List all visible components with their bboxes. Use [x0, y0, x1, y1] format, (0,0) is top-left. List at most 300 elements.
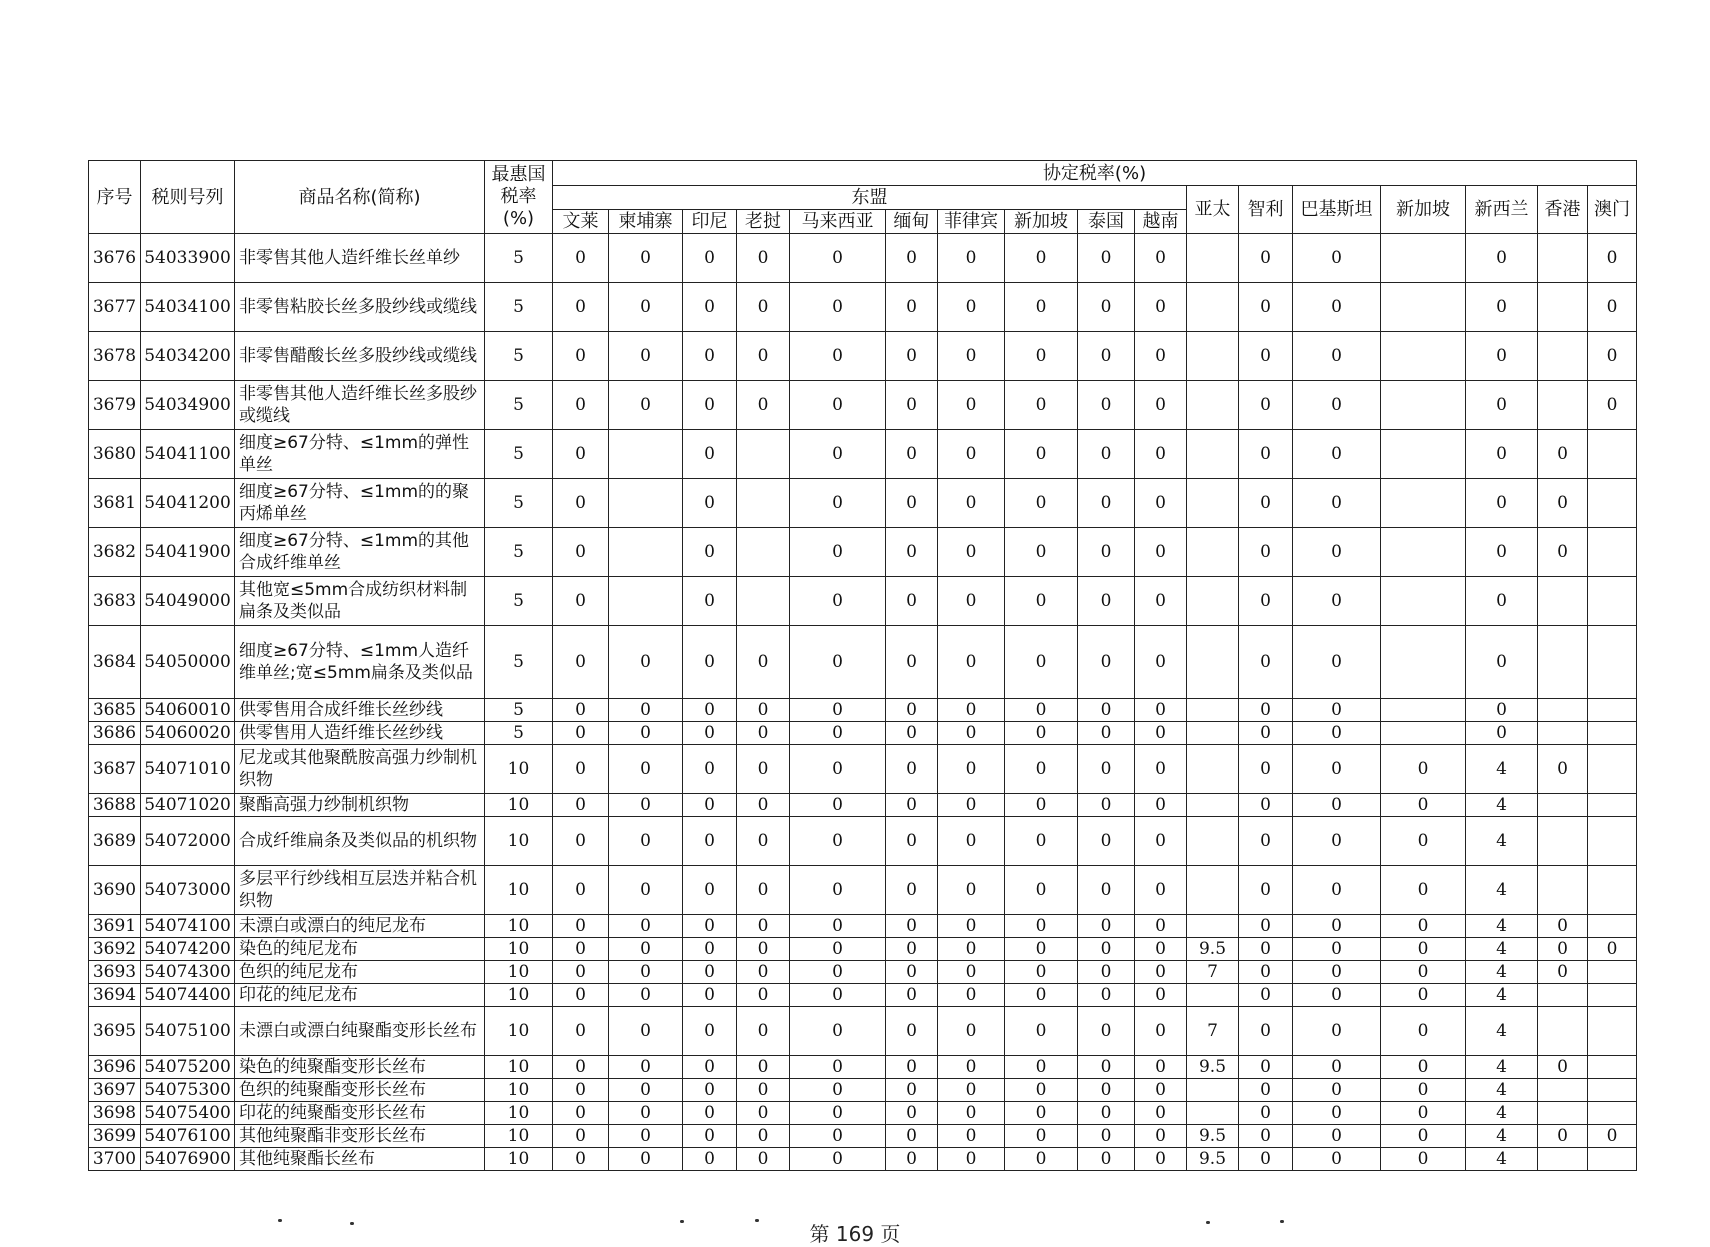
cell-asean-rate: 0 [886, 984, 938, 1007]
cell-asean-rate: 0 [1078, 866, 1135, 915]
cell-agreement-rate: 4 [1466, 817, 1538, 866]
cell-agreement-rate: 4 [1466, 1125, 1538, 1148]
cell-name: 细度≥67分特、≤1mm的其他合成纤维单丝 [235, 528, 485, 577]
cell-asean-rate: 0 [683, 626, 737, 699]
cell-asean-rate: 0 [938, 430, 1005, 479]
cell-agreement-rate: 0 [1588, 938, 1637, 961]
cell-asean-rate: 0 [886, 1125, 938, 1148]
cell-asean-rate: 0 [737, 817, 790, 866]
cell-agreement-rate: 0 [1466, 234, 1538, 283]
cell-asean-rate: 0 [553, 699, 609, 722]
cell-asean-rate: 0 [1078, 626, 1135, 699]
cell-asean-rate: 0 [1135, 626, 1187, 699]
cell-name: 非零售粘胶长丝多股纱线或缆线 [235, 283, 485, 332]
cell-asean-rate: 0 [737, 1056, 790, 1079]
cell-asean-rate: 0 [886, 794, 938, 817]
cell-mfn: 10 [485, 1007, 553, 1056]
cell-asean-rate: 0 [1005, 430, 1078, 479]
cell-asean-rate: 0 [1078, 722, 1135, 745]
table-row [89, 984, 1637, 1007]
cell-agreement-rate: 0 [1466, 699, 1538, 722]
cell-agreement-rate [1381, 381, 1466, 430]
cell-agreement-rate: 0 [1588, 332, 1637, 381]
cell-agreement-rate: 0 [1293, 479, 1381, 528]
cell-agreement-rate: 0 [1466, 626, 1538, 699]
cell-asean-rate: 0 [553, 430, 609, 479]
cell-asean-rate [737, 430, 790, 479]
cell-agreement-rate [1538, 577, 1588, 626]
cell-agreement-rate: 0 [1381, 984, 1466, 1007]
cell-asean-rate: 0 [737, 381, 790, 430]
cell-asean-rate: 0 [938, 332, 1005, 381]
cell-agreement-rate [1588, 1079, 1637, 1102]
cell-asean-rate: 0 [683, 234, 737, 283]
tariff-table [88, 160, 1637, 1171]
cell-asean-rate: 0 [683, 381, 737, 430]
cell-name: 细度≥67分特、≤1mm的弹性单丝 [235, 430, 485, 479]
cell-asean-rate: 0 [886, 1102, 938, 1125]
header-asean-9: 越南 [1135, 210, 1187, 234]
cell-agreement-rate [1381, 234, 1466, 283]
cell-agreement-rate: 0 [1239, 528, 1293, 577]
cell-asean-rate: 0 [737, 794, 790, 817]
cell-asean-rate: 0 [683, 1056, 737, 1079]
cell-agreement-rate: 0 [1293, 1007, 1381, 1056]
cell-agreement-rate [1187, 479, 1239, 528]
cell-asean-rate: 0 [1005, 381, 1078, 430]
cell-mfn: 5 [485, 381, 553, 430]
cell-asean-rate: 0 [683, 1079, 737, 1102]
cell-asean-rate: 0 [1135, 1102, 1187, 1125]
cell-asean-rate: 0 [683, 794, 737, 817]
cell-agreement-rate [1538, 332, 1588, 381]
cell-asean-rate: 0 [609, 332, 683, 381]
cell-mfn: 5 [485, 283, 553, 332]
cell-asean-rate: 0 [1135, 1007, 1187, 1056]
cell-agreement-rate: 7 [1187, 1007, 1239, 1056]
cell-agreement-rate: 4 [1466, 984, 1538, 1007]
cell-seq: 3690 [89, 866, 141, 915]
cell-agreement-rate [1187, 283, 1239, 332]
cell-agreement-rate: 0 [1293, 699, 1381, 722]
cell-agreement-rate: 0 [1239, 1056, 1293, 1079]
cell-agreement-rate [1538, 1079, 1588, 1102]
cell-code: 54050000 [141, 626, 235, 699]
cell-asean-rate: 0 [1005, 1125, 1078, 1148]
cell-code: 54060020 [141, 722, 235, 745]
table-row [89, 332, 1637, 381]
cell-seq: 3679 [89, 381, 141, 430]
cell-seq: 3699 [89, 1125, 141, 1148]
cell-asean-rate: 0 [683, 866, 737, 915]
cell-name: 非零售其他人造纤维长丝多股纱或缆线 [235, 381, 485, 430]
cell-agreement-rate: 0 [1381, 1056, 1466, 1079]
cell-agreement-rate: 0 [1538, 745, 1588, 794]
cell-agreement-rate [1538, 699, 1588, 722]
cell-asean-rate: 0 [886, 234, 938, 283]
cell-agreement-rate [1588, 430, 1637, 479]
cell-agreement-rate: 0 [1381, 794, 1466, 817]
cell-asean-rate: 0 [1135, 866, 1187, 915]
table-row [89, 817, 1637, 866]
cell-agreement-rate: 0 [1538, 1056, 1588, 1079]
cell-agreement-rate [1588, 699, 1637, 722]
cell-asean-rate: 0 [683, 699, 737, 722]
table-row [89, 626, 1637, 699]
cell-asean-rate: 0 [938, 699, 1005, 722]
cell-agreement-rate: 9.5 [1187, 1056, 1239, 1079]
table-row [89, 430, 1637, 479]
table-row [89, 745, 1637, 794]
cell-asean-rate: 0 [1078, 915, 1135, 938]
cell-agreement-rate: 0 [1293, 1079, 1381, 1102]
cell-asean-rate: 0 [609, 1102, 683, 1125]
cell-agreement-rate [1538, 1007, 1588, 1056]
cell-agreement-rate: 4 [1466, 915, 1538, 938]
cell-asean-rate: 0 [683, 722, 737, 745]
cell-mfn: 10 [485, 1079, 553, 1102]
cell-asean-rate: 0 [1078, 528, 1135, 577]
cell-name: 其他纯聚酯非变形长丝布 [235, 1125, 485, 1148]
cell-asean-rate: 0 [553, 332, 609, 381]
cell-asean-rate: 0 [737, 626, 790, 699]
cell-asean-rate: 0 [886, 479, 938, 528]
header-name: 商品名称(简称) [235, 161, 485, 234]
cell-agreement-rate: 0 [1239, 430, 1293, 479]
cell-asean-rate: 0 [886, 866, 938, 915]
cell-agreement-rate: 0 [1466, 528, 1538, 577]
cell-mfn: 5 [485, 722, 553, 745]
cell-asean-rate: 0 [790, 430, 886, 479]
cell-code: 54033900 [141, 234, 235, 283]
cell-asean-rate: 0 [683, 984, 737, 1007]
cell-code: 54075100 [141, 1007, 235, 1056]
cell-asean-rate: 0 [737, 961, 790, 984]
cell-name: 供零售用合成纤维长丝纱线 [235, 699, 485, 722]
tariff-table-container [88, 160, 1631, 1171]
cell-agreement-rate [1187, 234, 1239, 283]
cell-asean-rate: 0 [683, 1125, 737, 1148]
cell-asean-rate: 0 [737, 1102, 790, 1125]
cell-agreement-rate: 0 [1239, 938, 1293, 961]
cell-asean-rate: 0 [790, 961, 886, 984]
cell-mfn: 10 [485, 866, 553, 915]
cell-asean-rate [609, 479, 683, 528]
cell-agreement-rate: 4 [1466, 1056, 1538, 1079]
cell-agreement-rate [1538, 234, 1588, 283]
cell-asean-rate: 0 [683, 961, 737, 984]
cell-agreement-rate [1588, 479, 1637, 528]
cell-agreement-rate [1381, 699, 1466, 722]
cell-asean-rate: 0 [790, 283, 886, 332]
cell-agreement-rate [1588, 1056, 1637, 1079]
cell-agreement-rate: 0 [1293, 430, 1381, 479]
cell-asean-rate: 0 [737, 722, 790, 745]
cell-mfn: 10 [485, 794, 553, 817]
cell-agreement-rate: 4 [1466, 866, 1538, 915]
cell-agreement-rate [1381, 479, 1466, 528]
cell-agreement-rate [1187, 1079, 1239, 1102]
header-other-0: 亚太 [1187, 186, 1239, 234]
cell-asean-rate: 0 [1078, 938, 1135, 961]
cell-agreement-rate: 0 [1538, 938, 1588, 961]
cell-asean-rate: 0 [1135, 984, 1187, 1007]
header-other-3: 新加坡 [1381, 186, 1466, 234]
cell-asean-rate: 0 [683, 577, 737, 626]
cell-asean-rate: 0 [683, 817, 737, 866]
cell-code: 54041100 [141, 430, 235, 479]
cell-code: 54071020 [141, 794, 235, 817]
cell-asean-rate: 0 [1135, 745, 1187, 794]
cell-code: 54071010 [141, 745, 235, 794]
cell-name: 其他宽≤5mm合成纺织材料制扁条及类似品 [235, 577, 485, 626]
header-asean-5: 缅甸 [886, 210, 938, 234]
cell-asean-rate: 0 [790, 626, 886, 699]
cell-asean-rate: 0 [790, 794, 886, 817]
cell-mfn: 5 [485, 234, 553, 283]
cell-asean-rate: 0 [683, 938, 737, 961]
cell-code: 54034200 [141, 332, 235, 381]
cell-agreement-rate: 0 [1239, 984, 1293, 1007]
cell-asean-rate: 0 [609, 381, 683, 430]
cell-asean-rate: 0 [886, 1148, 938, 1171]
table-row [89, 1148, 1637, 1171]
cell-mfn: 5 [485, 577, 553, 626]
cell-asean-rate: 0 [886, 1056, 938, 1079]
cell-asean-rate: 0 [938, 984, 1005, 1007]
cell-asean-rate: 0 [1135, 938, 1187, 961]
cell-asean-rate: 0 [938, 915, 1005, 938]
cell-asean-rate: 0 [737, 283, 790, 332]
cell-seq: 3687 [89, 745, 141, 794]
cell-agreement-rate: 0 [1588, 234, 1637, 283]
cell-name: 非零售其他人造纤维长丝单纱 [235, 234, 485, 283]
cell-asean-rate [609, 528, 683, 577]
cell-agreement-rate [1381, 332, 1466, 381]
cell-code: 54076100 [141, 1125, 235, 1148]
table-row [89, 961, 1637, 984]
cell-agreement-rate: 0 [1381, 817, 1466, 866]
cell-agreement-rate: 0 [1466, 430, 1538, 479]
cell-asean-rate: 0 [938, 479, 1005, 528]
cell-agreement-rate: 0 [1293, 794, 1381, 817]
cell-asean-rate: 0 [1135, 430, 1187, 479]
cell-code: 54034100 [141, 283, 235, 332]
cell-mfn: 10 [485, 1125, 553, 1148]
cell-asean-rate: 0 [553, 817, 609, 866]
cell-mfn: 5 [485, 528, 553, 577]
cell-agreement-rate: 0 [1239, 283, 1293, 332]
cell-asean-rate: 0 [1135, 234, 1187, 283]
cell-mfn: 5 [485, 626, 553, 699]
cell-asean-rate: 0 [553, 984, 609, 1007]
cell-asean-rate: 0 [886, 817, 938, 866]
cell-asean-rate: 0 [1078, 794, 1135, 817]
cell-agreement-rate: 0 [1239, 1148, 1293, 1171]
cell-code: 54060010 [141, 699, 235, 722]
cell-asean-rate: 0 [1135, 577, 1187, 626]
table-row [89, 915, 1637, 938]
cell-asean-rate: 0 [1078, 283, 1135, 332]
cell-asean-rate: 0 [790, 938, 886, 961]
cell-agreement-rate: 0 [1466, 283, 1538, 332]
cell-agreement-rate: 4 [1466, 1102, 1538, 1125]
cell-asean-rate: 0 [737, 915, 790, 938]
cell-asean-rate: 0 [790, 1148, 886, 1171]
cell-agreement-rate: 0 [1588, 283, 1637, 332]
cell-code: 54073000 [141, 866, 235, 915]
cell-agreement-rate: 0 [1381, 938, 1466, 961]
cell-asean-rate: 0 [683, 1102, 737, 1125]
cell-asean-rate: 0 [737, 866, 790, 915]
cell-asean-rate: 0 [553, 745, 609, 794]
cell-asean-rate: 0 [790, 381, 886, 430]
header-asean-6: 菲律宾 [938, 210, 1005, 234]
header-mfn: 最惠国税率(%) [485, 161, 553, 234]
table-row [89, 479, 1637, 528]
cell-asean-rate: 0 [553, 1125, 609, 1148]
cell-agreement-rate [1588, 745, 1637, 794]
cell-agreement-rate: 0 [1293, 1102, 1381, 1125]
cell-agreement-rate [1538, 1102, 1588, 1125]
cell-name: 染色的纯聚酯变形长丝布 [235, 1056, 485, 1079]
cell-asean-rate: 0 [737, 745, 790, 794]
header-other-6: 澳门 [1588, 186, 1637, 234]
cell-asean-rate: 0 [1005, 283, 1078, 332]
cell-asean-rate: 0 [1135, 961, 1187, 984]
cell-seq: 3676 [89, 234, 141, 283]
cell-asean-rate: 0 [1135, 915, 1187, 938]
cell-asean-rate: 0 [886, 626, 938, 699]
cell-asean-rate: 0 [938, 1056, 1005, 1079]
cell-seq: 3684 [89, 626, 141, 699]
cell-seq: 3688 [89, 794, 141, 817]
cell-code: 54074100 [141, 915, 235, 938]
cell-asean-rate: 0 [609, 722, 683, 745]
cell-asean-rate: 0 [790, 817, 886, 866]
table-row [89, 577, 1637, 626]
cell-asean-rate: 0 [683, 528, 737, 577]
cell-agreement-rate: 0 [1239, 1007, 1293, 1056]
cell-agreement-rate: 0 [1466, 381, 1538, 430]
cell-agreement-rate [1187, 984, 1239, 1007]
cell-agreement-rate: 0 [1293, 626, 1381, 699]
cell-name: 细度≥67分特、≤1mm的的聚丙烯单丝 [235, 479, 485, 528]
cell-name: 非零售醋酸长丝多股纱线或缆线 [235, 332, 485, 381]
cell-asean-rate: 0 [1078, 1148, 1135, 1171]
cell-agreement-rate [1538, 722, 1588, 745]
cell-asean-rate: 0 [737, 1007, 790, 1056]
header-other-1: 智利 [1239, 186, 1293, 234]
cell-asean-rate: 0 [886, 722, 938, 745]
cell-seq: 3686 [89, 722, 141, 745]
cell-asean-rate: 0 [553, 1148, 609, 1171]
cell-asean-rate: 0 [1135, 479, 1187, 528]
cell-mfn: 10 [485, 915, 553, 938]
cell-agreement-rate: 0 [1239, 745, 1293, 794]
cell-mfn: 10 [485, 938, 553, 961]
cell-asean-rate: 0 [553, 283, 609, 332]
cell-asean-rate: 0 [1078, 479, 1135, 528]
header-asean-4: 马来西亚 [790, 210, 886, 234]
cell-agreement-rate: 0 [1466, 479, 1538, 528]
cell-asean-rate: 0 [1135, 699, 1187, 722]
cell-asean-rate: 0 [737, 1125, 790, 1148]
cell-asean-rate: 0 [1005, 794, 1078, 817]
cell-agreement-rate [1588, 915, 1637, 938]
cell-asean-rate [737, 528, 790, 577]
cell-asean-rate: 0 [553, 626, 609, 699]
cell-agreement-rate: 0 [1239, 1125, 1293, 1148]
cell-agreement-rate [1187, 528, 1239, 577]
cell-asean-rate: 0 [553, 915, 609, 938]
header-other-5: 香港 [1538, 186, 1588, 234]
cell-agreement-rate: 0 [1381, 961, 1466, 984]
cell-asean-rate: 0 [609, 626, 683, 699]
cell-agreement-rate: 0 [1381, 1125, 1466, 1148]
cell-asean-rate: 0 [609, 915, 683, 938]
cell-asean-rate: 0 [609, 1148, 683, 1171]
cell-asean-rate: 0 [1005, 915, 1078, 938]
cell-agreement-rate [1187, 430, 1239, 479]
cell-agreement-rate: 0 [1293, 283, 1381, 332]
cell-asean-rate: 0 [737, 984, 790, 1007]
cell-agreement-rate: 0 [1293, 722, 1381, 745]
cell-asean-rate: 0 [886, 915, 938, 938]
cell-asean-rate: 0 [886, 528, 938, 577]
cell-agreement-rate: 9.5 [1187, 1148, 1239, 1171]
cell-asean-rate: 0 [1005, 332, 1078, 381]
cell-asean-rate: 0 [1005, 528, 1078, 577]
cell-asean-rate: 0 [886, 381, 938, 430]
cell-asean-rate: 0 [938, 1102, 1005, 1125]
cell-asean-rate: 0 [737, 234, 790, 283]
cell-asean-rate: 0 [1078, 381, 1135, 430]
header-asean-2: 印尼 [683, 210, 737, 234]
cell-name: 供零售用人造纤维长丝纱线 [235, 722, 485, 745]
cell-code: 54076900 [141, 1148, 235, 1171]
cell-asean-rate: 0 [683, 745, 737, 794]
cell-agreement-rate: 4 [1466, 794, 1538, 817]
cell-asean-rate: 0 [609, 745, 683, 794]
cell-agreement-rate [1187, 794, 1239, 817]
cell-agreement-rate: 0 [1239, 1102, 1293, 1125]
cell-asean-rate: 0 [553, 1007, 609, 1056]
cell-asean-rate: 0 [1135, 528, 1187, 577]
cell-asean-rate: 0 [1135, 722, 1187, 745]
cell-agreement-rate: 0 [1239, 381, 1293, 430]
cell-asean-rate: 0 [1005, 1102, 1078, 1125]
cell-asean-rate [609, 430, 683, 479]
cell-asean-rate: 0 [1078, 817, 1135, 866]
cell-asean-rate: 0 [609, 938, 683, 961]
cell-asean-rate: 0 [938, 283, 1005, 332]
cell-seq: 3696 [89, 1056, 141, 1079]
table-row [89, 528, 1637, 577]
cell-agreement-rate: 0 [1239, 915, 1293, 938]
cell-seq: 3683 [89, 577, 141, 626]
cell-asean-rate: 0 [683, 332, 737, 381]
table-row [89, 1125, 1637, 1148]
cell-asean-rate: 0 [683, 479, 737, 528]
table-row [89, 794, 1637, 817]
table-header [89, 161, 1637, 234]
cell-asean-rate: 0 [1005, 699, 1078, 722]
cell-name: 印花的纯尼龙布 [235, 984, 485, 1007]
cell-agreement-rate [1588, 866, 1637, 915]
cell-agreement-rate: 0 [1381, 1102, 1466, 1125]
cell-asean-rate: 0 [1005, 1056, 1078, 1079]
